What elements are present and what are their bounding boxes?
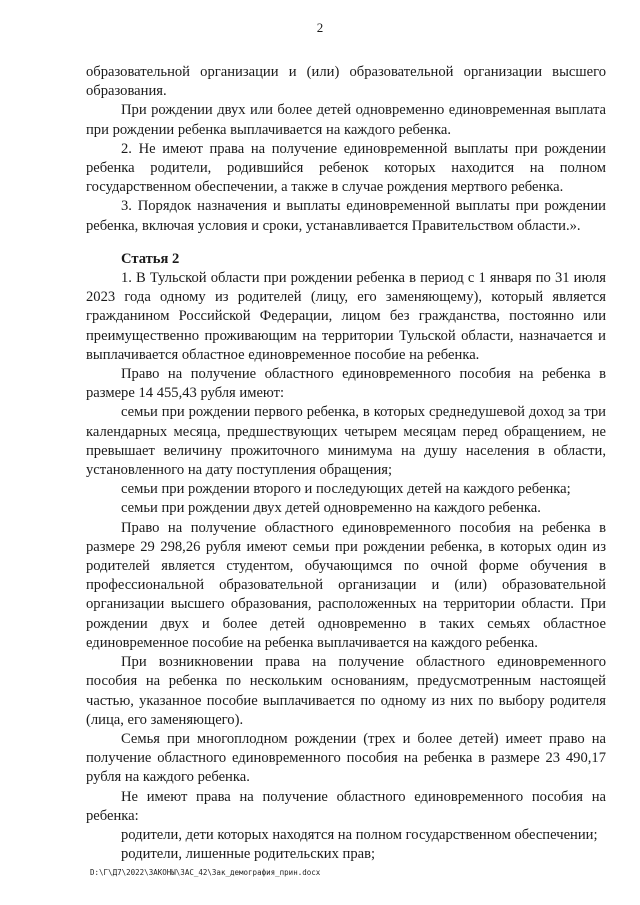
- list-item-state-support: родители, дети которых находятся на полном государственном обеспечении;: [121, 826, 598, 843]
- paragraph-multiple-births: При рождении двух или более детей одновременно единовременная выплата при рождении ребенка выплачивается на каждого ребенка.: [86, 102, 606, 138]
- paragraph-item-3: 3. Порядок назначения и выплаты единовременной выплаты при рождении ребенка, включая условия и сроки, устанавливается Правительством области.».: [86, 198, 606, 234]
- paragraph-continuation: образовательной организации и (или) образовательной организации высшего образования.: [86, 64, 606, 100]
- list-item-twins: семьи при рождении двух детей одновременно на каждого ребенка.: [121, 500, 541, 517]
- list-item-deprived-rights: родители, лишенные родительских прав;: [121, 846, 376, 863]
- article-heading: Статья 2: [121, 250, 180, 267]
- page-number: 2: [316, 20, 324, 35]
- paragraph-article-2-item-1: 1. В Тульской области при рождении ребенка в период с 1 января по 31 июля 2023 года одному из родителей (лицу, его заменяющему), который является гражданином Российской Федерации, лицом без гражданства, постоянно или преимущественно проживающим на территории Тульской области, назначается и выплачивается областное единовременное пособие на ребенка.: [86, 270, 606, 363]
- paragraph-multiple-grounds: При возникновении права на получение областного единовременного пособия на ребенка по нескольким основаниям, предусмотренным настоящей частью, указанное пособие выплачивается по одному из них по выбору родителя (лица, его заменяющего).: [86, 654, 606, 728]
- paragraph-students-allowance: Право на получение областного единовременного пособия на ребенка в размере 29 298,26 рубля имеют семьи при рождении ребенка, в которых один из родителей является студентом, обучающимся по очной форме обучения в профессиональной образовательной организации и (или) образовательной организации высшего образования, расположенных на территории области. При рождении двух и более детей одновременно в таких семьях областное единовременное пособие на ребенка выплачивается на каждого ребенка.: [86, 519, 606, 651]
- document-body: [86, 63, 606, 864]
- paragraph-triplets: Семья при многоплодном рождении (трех и более детей) имеет право на получение областного единовременного пособия на ребенка в размере 23 490,17 рубля на каждого ребенка.: [86, 730, 606, 786]
- list-item-first-child: семьи при рождении первого ребенка, в которых среднедушевой доход за три календарных месяца, предшествующих четырем месяцам перед обращением, не превышает величину прожиточного минимума на душу населения в области, установленного на дату поступления обращения;: [86, 404, 606, 479]
- paragraph-item-2: 2. Не имеют права на получение единовременной выплаты при рождении ребенка родители, родившийся ребенок которых находится на полном государственном обеспечении, а также в случае рождения мертвого ребенка.: [86, 140, 606, 196]
- paragraph-no-right: Не имеют права на получение областного единовременного пособия на ребенка:: [86, 788, 606, 824]
- footer-file-path: D:\Г\Д7\2022\ЗАКОНЫ\ЗАС_42\Зак_демография_прин.docx: [90, 868, 321, 877]
- paragraph-right-to-allowance: Право на получение областного единовременного пособия на ребенка в размере 14 455,43 рубля имеют:: [86, 366, 606, 402]
- list-item-second-child: семьи при рождении второго и последующих детей на каждого ребенка;: [121, 481, 571, 498]
